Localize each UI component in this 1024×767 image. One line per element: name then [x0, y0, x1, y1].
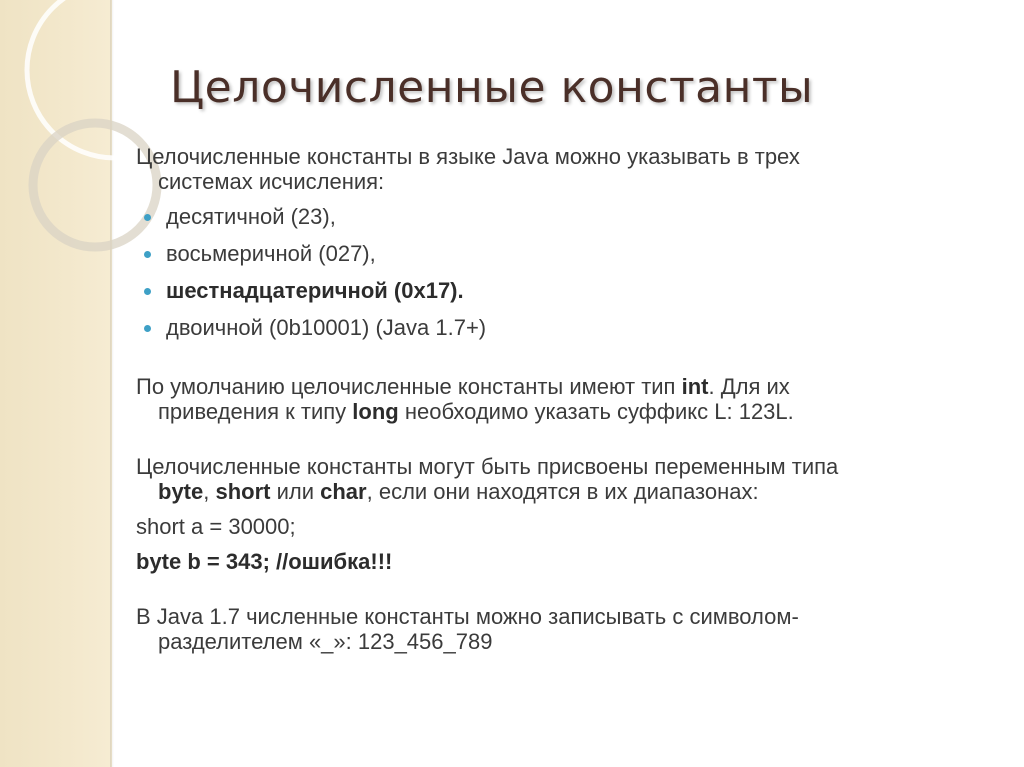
slide-content — [136, 144, 996, 654]
intro-paragraph — [136, 144, 996, 194]
text-fragment: , — [203, 479, 216, 504]
keyword-byte: byte — [158, 479, 204, 504]
text-fragment: необходимо указать суффикс L: 123L. — [398, 399, 794, 424]
text-fragment: или — [270, 479, 321, 504]
code-line-short: short a = 30000; — [136, 514, 296, 539]
default-type-paragraph — [136, 374, 996, 424]
text-fragment: приведения к типу — [158, 399, 353, 424]
numeral-systems-list — [136, 204, 996, 340]
list-item-text: восьмеричной (027), — [166, 241, 376, 266]
keyword-int: int — [681, 374, 709, 399]
list-item-text: двоичной (0b10001) (Java 1.7+) — [166, 315, 487, 340]
keyword-char: char — [320, 479, 367, 504]
text-fragment: разделителем «_»: 123_456_789 — [158, 629, 493, 654]
intro-line-2: системах исчисления: — [158, 169, 385, 194]
list-item-decimal — [144, 204, 996, 229]
bullet-icon — [144, 214, 151, 221]
keyword-long: long — [352, 399, 399, 424]
assign-paragraph — [136, 454, 996, 504]
keyword-short: short — [215, 479, 271, 504]
text-fragment: , если они находятся в их диапазонах: — [366, 479, 759, 504]
text-fragment: По умолчанию целочисленные константы имеют тип — [136, 374, 682, 399]
list-item-hex — [144, 278, 996, 303]
text-fragment: В Java 1.7 численные константы можно записывать с символом- — [136, 604, 799, 629]
bullet-icon — [144, 325, 151, 332]
list-item-octal — [144, 241, 996, 266]
bullet-icon — [144, 251, 151, 258]
separator-paragraph — [136, 604, 996, 654]
list-item-text: десятичной (23), — [166, 204, 336, 229]
text-fragment: . Для их — [708, 374, 790, 399]
slide-title: Целочисленные константы — [170, 62, 814, 113]
list-item-text: шестнадцатеричной (0x17). — [166, 278, 464, 303]
bullet-icon — [144, 288, 151, 295]
text-fragment: Целочисленные константы могут быть присвоены переменным типа — [136, 454, 839, 479]
code-line-byte-error: byte b = 343; //ошибка!!! — [136, 549, 393, 574]
list-item-binary — [144, 315, 996, 340]
intro-line-1: Целочисленные константы в языке Java можно указывать в трех — [136, 144, 800, 169]
